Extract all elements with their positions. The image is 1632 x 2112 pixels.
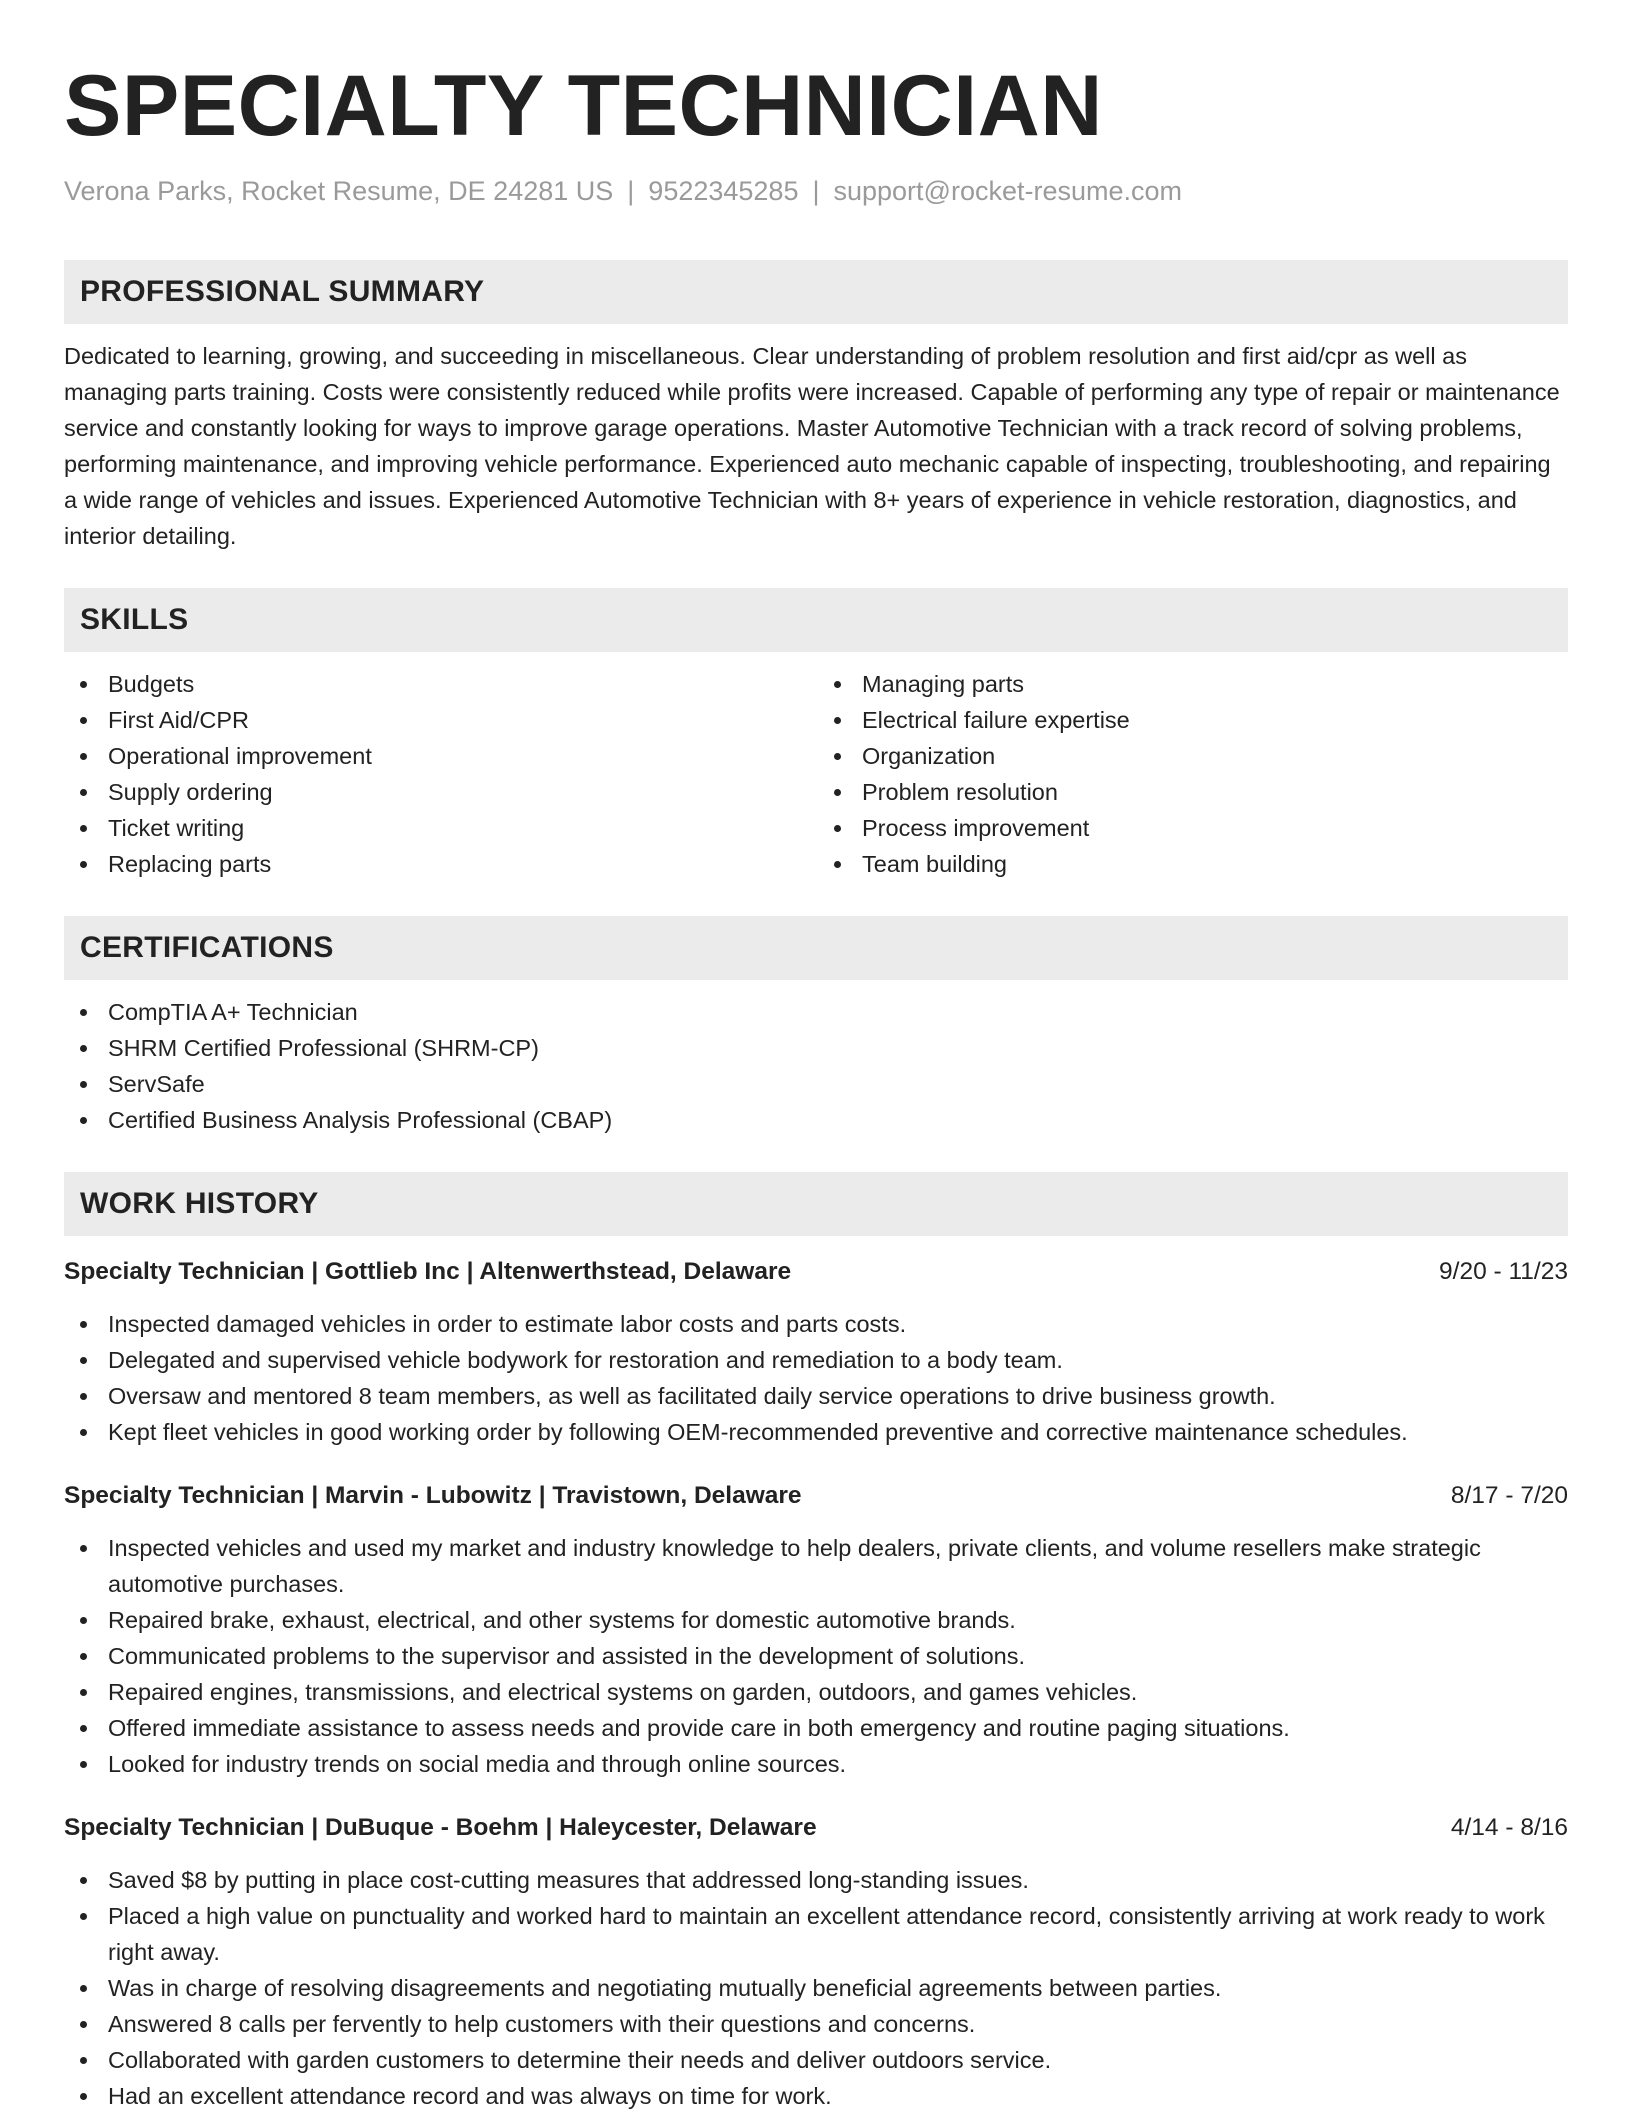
job-bullet: Answered 8 calls per fervently to help customers with their questions and concerns. xyxy=(64,2006,1568,2042)
job-bullet: Oversaw and mentored 8 team members, as well as facilitated daily service operations to drive business growth. xyxy=(64,1378,1568,1414)
skill-item: Budgets xyxy=(64,666,816,702)
job-bullets xyxy=(64,1306,1568,1450)
section-header-certifications: CERTIFICATIONS xyxy=(64,916,1568,980)
certification-item: SHRM Certified Professional (SHRM-CP) xyxy=(64,1030,1568,1066)
skill-item: First Aid/CPR xyxy=(64,702,816,738)
summary-text: Dedicated to learning, growing, and succeeding in miscellaneous. Clear understanding of problem resolution and first aid/cpr as well as managing parts training. Costs were consistently reduced while profits were increased. Capable of performing any type of repair or maintenance service and constantly looking for ways to improve garage operations. Master Automotive Technician with a track record of solving problems, performing maintenance, and improving vehicle performance. Experienced auto mechanic capable of inspecting, troubleshooting, and repairing a wide range of vehicles and issues. Experienced Automotive Technician with 8+ years of experience in vehicle restoration, diagnostics, and interior detailing. xyxy=(64,343,1560,549)
certification-item: CompTIA A+ Technician xyxy=(64,994,1568,1030)
job-bullet: Offered immediate assistance to assess needs and provide care in both emergency and routine paging situations. xyxy=(64,1710,1568,1746)
skill-item: Ticket writing xyxy=(64,810,816,846)
skill-item: Process improvement xyxy=(818,810,1568,846)
job-dates: 8/17 - 7/20 xyxy=(1450,1482,1568,1509)
skills-list-right xyxy=(816,666,1568,882)
job-bullet: Was in charge of resolving disagreements and negotiating mutually beneficial agreements between parties. xyxy=(64,1970,1568,2006)
skill-item: Operational improvement xyxy=(64,738,816,774)
certification-item: ServSafe xyxy=(64,1066,1568,1102)
skill-item: Managing parts xyxy=(818,666,1568,702)
skill-item: Electrical failure expertise xyxy=(818,702,1568,738)
job-bullets xyxy=(64,1530,1568,1782)
job-header xyxy=(64,1810,1568,1846)
job-bullet: Looked for industry trends on social media and through online sources. xyxy=(64,1746,1568,1782)
skill-item: Problem resolution xyxy=(818,774,1568,810)
skill-item: Replacing parts xyxy=(64,846,816,882)
job-bullet: Had an excellent attendance record and was always on time for work. xyxy=(64,2078,1568,2112)
job-bullets xyxy=(64,1862,1568,2112)
job-dates: 9/20 - 11/23 xyxy=(1439,1258,1568,1285)
certification-item: Certified Business Analysis Professional (CBAP) xyxy=(64,1102,1568,1138)
job-header xyxy=(64,1254,1568,1290)
contact-separator: | xyxy=(812,176,820,206)
section-header-work-history: WORK HISTORY xyxy=(64,1172,1568,1236)
job-title: Specialty Technician | Gottlieb Inc | Altenwerthstead, Delaware xyxy=(64,1258,792,1285)
job-bullet: Collaborated with garden customers to determine their needs and deliver outdoors service. xyxy=(64,2042,1568,2078)
job-bullet: Inspected damaged vehicles in order to estimate labor costs and parts costs. xyxy=(64,1306,1568,1342)
skill-item: Organization xyxy=(818,738,1568,774)
job-bullet: Saved $8 by putting in place cost-cutting measures that addressed long-standing issues. xyxy=(64,1862,1568,1898)
job-entry xyxy=(64,1810,1568,2112)
job-bullet: Repaired engines, transmissions, and electrical systems on garden, outdoors, and games vehicles. xyxy=(64,1674,1568,1710)
job-title: Specialty Technician | DuBuque - Boehm | Haleycester, Delaware xyxy=(64,1814,817,1841)
contact-separator: | xyxy=(627,176,635,206)
job-entry xyxy=(64,1478,1568,1782)
skill-item: Supply ordering xyxy=(64,774,816,810)
job-bullet: Inspected vehicles and used my market and industry knowledge to help dealers, private clients, and volume resellers make strategic automotive purchases. xyxy=(64,1530,1568,1602)
job-dates: 4/14 - 8/16 xyxy=(1450,1814,1568,1841)
job-bullet: Repaired brake, exhaust, electrical, and other systems for domestic automotive brands. xyxy=(64,1602,1568,1638)
contact-email: support@rocket-resume.com xyxy=(833,176,1183,206)
skills-grid xyxy=(64,666,1568,882)
contact-address: Verona Parks, Rocket Resume, DE 24281 US xyxy=(64,176,614,206)
job-bullet: Communicated problems to the supervisor and assisted in the development of solutions. xyxy=(64,1638,1568,1674)
job-bullet: Placed a high value on punctuality and worked hard to maintain an excellent attendance record, consistently arriving at work ready to work right away. xyxy=(64,1898,1568,1970)
job-entry xyxy=(64,1254,1568,1450)
contact-phone: 9522345285 xyxy=(648,176,799,206)
section-header-summary: PROFESSIONAL SUMMARY xyxy=(64,260,1568,324)
job-header xyxy=(64,1478,1568,1514)
job-bullet: Kept fleet vehicles in good working order by following OEM-recommended preventive and corrective maintenance schedules. xyxy=(64,1414,1568,1450)
skill-item: Team building xyxy=(818,846,1568,882)
skills-list-left xyxy=(64,666,816,882)
resume-title: SPECIALTY TECHNICIAN xyxy=(64,58,1103,154)
job-title: Specialty Technician | Marvin - Lubowitz | Travistown, Delaware xyxy=(64,1482,802,1509)
certifications-list xyxy=(64,994,1568,1138)
section-header-skills: SKILLS xyxy=(64,588,1568,652)
contact-line xyxy=(64,174,1568,208)
job-bullet: Delegated and supervised vehicle bodywork for restoration and remediation to a body team. xyxy=(64,1342,1568,1378)
